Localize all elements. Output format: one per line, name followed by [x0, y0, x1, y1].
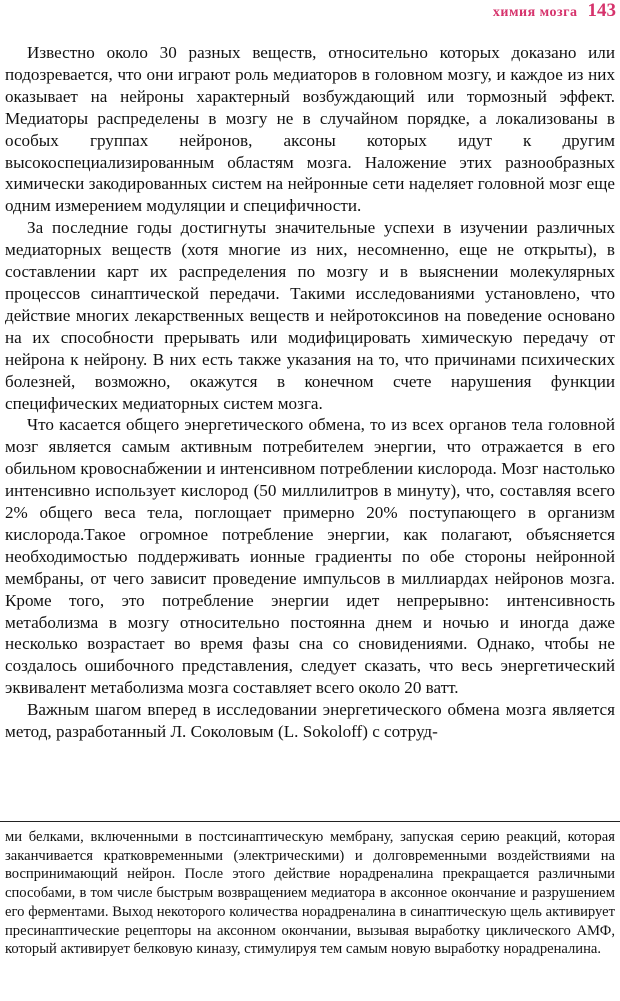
footnote	[5, 828, 615, 959]
paragraph-1: Известно около 30 разных веществ, относительно которых доказано или подозревается, что они играют роль медиаторов в головном мозгу, и каждое из них оказывает на нейроны характерный возбуждающий или тормозный эффект. Медиаторы распределены в мозгу не в случайном порядке, а локализованы в особых группах нейронов, аксоны которых идут к другим высокоспециализированным областям мозга. Наложение этих разнообразных химически закодированных систем на нейронные сети наделяет головной мозг еще одним измерением модуляции и специфичности.	[5, 43, 615, 216]
page-number: 143	[587, 0, 616, 21]
footnote-divider	[0, 821, 620, 822]
page-header	[493, 0, 616, 26]
footnote-text: ми белками, включенными в постсинаптическую мембрану, запуская серию реакций, которая заканчивается кратковременными (электрическими) и долговременными воздействиями на воспринимающий нейрон. После этого действие норадреналина прекращается различными способами, в том числе быстрым возвращением медиатора в аксонное окончание и разрушением его ферментами. Выход некоторого количества норадреналина в синаптическую щель активирует пресинаптические рецепторы на аксонном окончании, вызывая выработку циклического АМФ, который активирует белковую киназу, стимулируя тем самым новую выработку норадреналина.	[5, 829, 615, 958]
paragraph-3: Что касается общего энергетического обмена, то из всех органов тела головной мозг является самым активным потребителем энергии, что отражается в его обильном кровоснабжении и интенсивном потреблении кислорода. Мозг настолько интенсивно использует кислород (50 миллилитров в минуту), что, составляя всего 2% общего веса тела, поглощает примерно 20% поступающего в организм кислорода.Такое огромное потребление энергии, как полагают, объясняется необходимостью поддерживать ионные градиенты по обе стороны нейронной мембраны, от чего зависит проведение импульсов в миллиардах нейронов мозга. Кроме того, это потребление энергии идет непрерывно: интенсивность метаболизма в мозгу относительно постоянна днем и ночью и иногда даже несколько возрастает во время фазы сна со сновидениями. Однако, чтобы не создалось ошибочного представления, следует сказать, что весь энергетический эквивалент метаболизма мозга составляет всего около 20 ватт.	[5, 415, 615, 698]
main-text	[5, 42, 615, 743]
paragraph-2: За последние годы достигнуты значительные успехи в изучении различных медиаторных веществ (хотя многие из них, несомненно, еще не открыты), в составлении карт их распределения по мозгу и в выяснении молекулярных процессов синаптической передачи. Такими исследованиями установлено, что действие многих лекарственных веществ и нейротоксинов на поведение основано на их способности прерывать или модифицировать химическую передачу от нейрона к нейрону. В них есть также указания на то, что причинами психических болезней, возможно, окажутся в конечном счете нарушения функции специфических медиаторных систем мозга.	[5, 218, 615, 413]
running-head: химия мозга	[492, 5, 578, 20]
paragraph-4: Важным шагом вперед в исследовании энергетического обмена мозга является метод, разработанный Л. Соколовым (L. Sokoloff) с сотруд-	[5, 700, 615, 742]
